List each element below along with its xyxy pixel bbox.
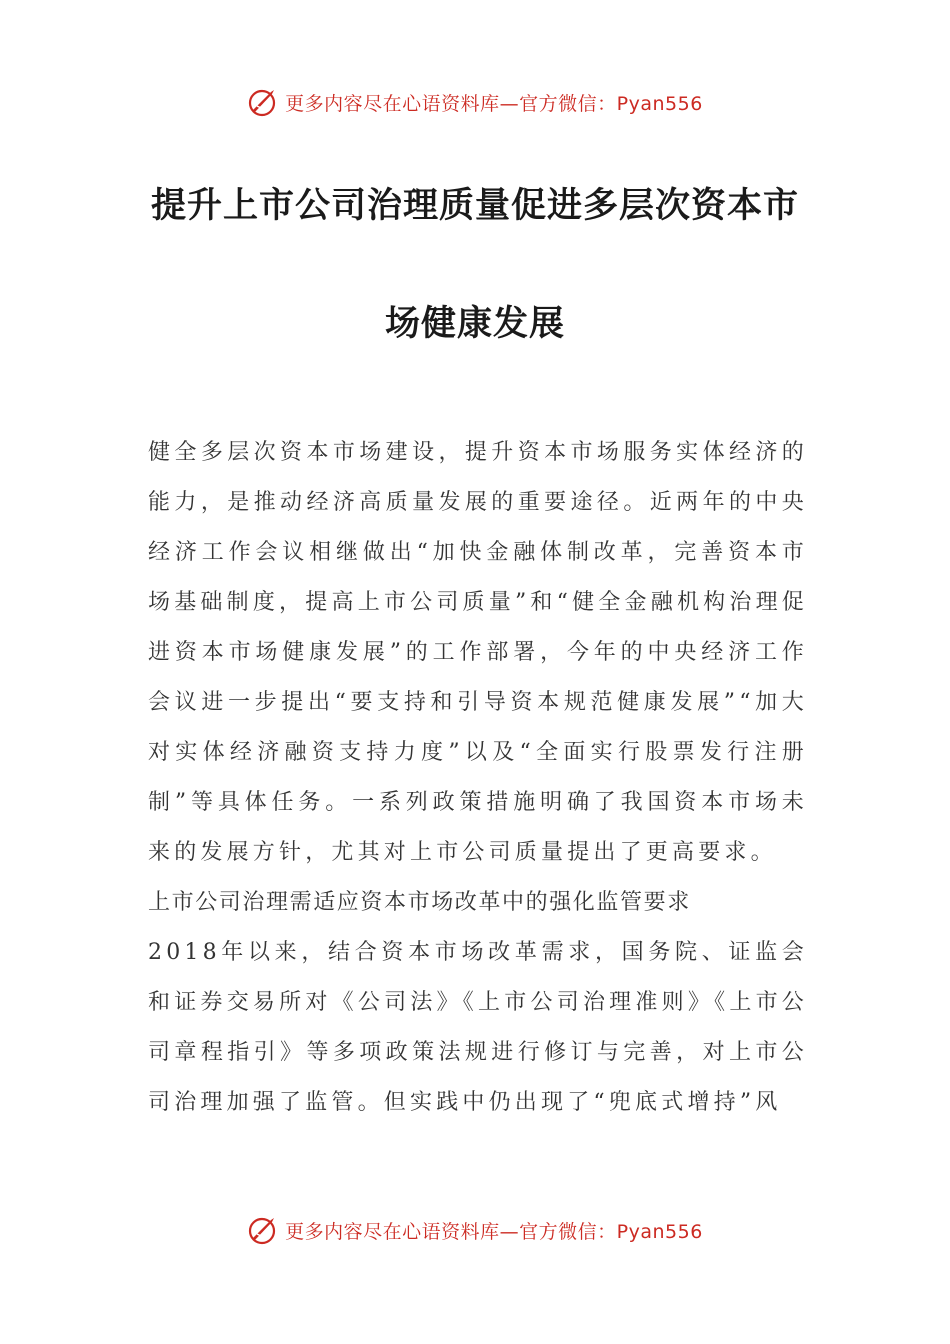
paragraph-intro: 健全多层次资本市场建设，提升资本市场服务实体经济的能力，是推动经济高质量发展的重要途径。近两年的中央经济工作会议相继做出“加快金融体制改革，完善资本市场基础制度，提高上市公司质量”和“健全金融机构治理促进资本市场健康发展”的工作部署，今年的中央经济工作会议进一步提出“要支持和引导资本规范健康发展”“加大对实体经济融资支持力度”以及“全面实行股票发行注册制”等具体任务。一系列政策措施明确了我国资本市场未来的发展方针，尤其对上市公司质量提出了更高要求。 bbox=[148, 440, 808, 865]
footer-watermark-banner bbox=[0, 1210, 950, 1250]
document-title-line-1: 提升上市公司治理质量促进多层次资本市 bbox=[150, 186, 799, 226]
document-body bbox=[148, 428, 808, 1128]
paragraph-regulation: 2018年以来，结合资本市场改革需求，国务院、证监会和证券交易所对《公司法》《上市公司治理准则》《上市公司章程指引》等多项政策法规进行修订与完善，对上市公司治理加强了监管。但实践中仍出现了“兜底式增持”风 bbox=[148, 940, 808, 1115]
watermark-text: 更多内容尽在心语资料库—官方微信：Pyan556 bbox=[285, 92, 703, 115]
header-watermark-banner bbox=[0, 82, 950, 122]
document-title-line-2: 场健康发展 bbox=[384, 304, 565, 344]
quill-logo-icon bbox=[247, 1214, 279, 1246]
watermark-text: 更多内容尽在心语资料库—官方微信：Pyan556 bbox=[285, 1220, 703, 1243]
section-heading: 上市公司治理需适应资本市场改革中的强化监管要求 bbox=[148, 890, 691, 915]
quill-logo-icon bbox=[247, 86, 279, 118]
